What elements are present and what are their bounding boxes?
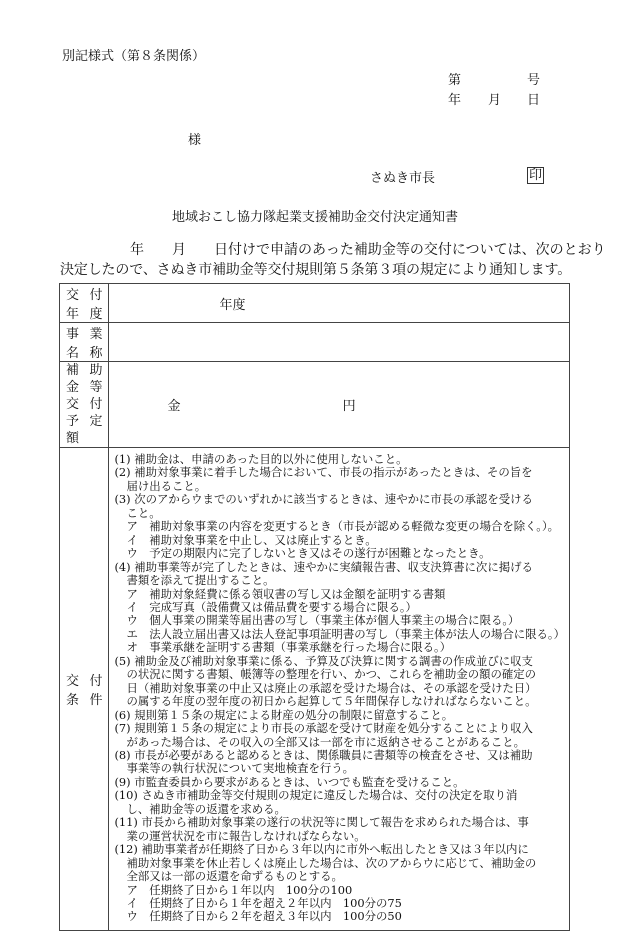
table-row-fiscal-year — [60, 284, 570, 323]
intro-line: 決定したので、さぬき市補助金等交付規則第５条第３項の規定により通知します。 — [60, 262, 572, 278]
condition-line: エ 法人設立届出書又は法人登記事項証明書の写し（事業主体が法人の場合に限る。） — [126, 626, 565, 641]
condition-line: イ 補助対象事業を中止し、又は廃止するとき。 — [126, 532, 377, 547]
number-suffix: 号 — [527, 73, 541, 88]
condition-line: ウ 任期終了日から２年を超え３年以内 100分の50 — [126, 909, 402, 924]
condition-line: 書類を添えて提出すること。 — [126, 573, 275, 588]
condition-line: イ 任期終了日から１年を超え２年以内 100分の75 — [126, 895, 402, 910]
conditions-list — [109, 448, 570, 931]
label-project-name: 事業名称 — [60, 323, 109, 362]
condition-line: イ 完成写真（設備費又は備品費を要する場合に限る。） — [126, 599, 417, 614]
condition-line: 日（補助対象事業の中止又は廃止の承認を受けた場合は、その承認を受けた日） — [126, 680, 537, 695]
condition-line: 補助対象事業を休止若しくは廃止した場合は、次のアからウに応じて、補助金の — [126, 855, 537, 870]
value-project-name — [109, 323, 570, 362]
condition-line: (9) 市監査委員から要求があるときは、いつでも監査を受けること。 — [114, 774, 465, 789]
condition-line: (3) 次のアからウまでのいずれかに該当するときは、速やかに市長の承認を受ける — [114, 492, 533, 507]
condition-line: (1) 補助金は、申請のあった目的以外に使用しないこと。 — [114, 452, 408, 466]
condition-line: こと。 — [126, 505, 161, 520]
label-amount-line1: 補助金等 — [66, 363, 103, 395]
amount-suffix: 円 — [342, 399, 356, 414]
condition-line: し、補助金等の返還を求める。 — [126, 801, 286, 816]
condition-line: オ 事業承継を証明する書類（事業承継を行った場合に限る。） — [126, 640, 452, 655]
intro-paragraph — [60, 240, 606, 280]
condition-line: ア 補助対象経費に係る領収書の写し又は金額を証明する書類 — [126, 586, 446, 601]
value-amount — [109, 362, 570, 448]
form-label: 別記様式（第８条関係） — [62, 49, 206, 64]
number-prefix: 第 — [448, 73, 462, 88]
label-amount-line2: 交付予定額 — [66, 397, 103, 446]
value-fiscal-year: 年度 — [109, 284, 570, 323]
condition-line: ウ 予定の期限内に完了しないとき又はその遂行が困難となったとき。 — [126, 546, 491, 561]
condition-line: 事業等の執行状況について実地検査を行う。 — [126, 761, 355, 776]
table-row-amount — [60, 362, 570, 448]
label-fiscal-year: 交付年度 — [60, 284, 109, 323]
condition-line: (7) 規則第１５条の規定により市長の承認を受けて財産を処分することにより収入 — [114, 721, 533, 736]
condition-line: があった場合は、その収入の全部又は一部を市に返納させることがあること。 — [126, 734, 526, 749]
document-title: 地域おこし協力隊起業支援補助金交付決定通知書 — [171, 210, 458, 225]
condition-line: 業の運営状況を市に報告しなければならない。 — [126, 828, 366, 843]
condition-line: の属する年度の翌年度の初日から起算して５年間保存しなければならないこと。 — [126, 694, 537, 709]
condition-line: (4) 補助事業等が完了したときは、速やかに実績報告書、収支決算書に次に掲げる — [114, 559, 533, 574]
table-row-conditions — [60, 448, 570, 931]
issuer: さぬき市長 — [370, 171, 436, 186]
condition-line: 全部又は一部の返還を命ずるものとする。 — [126, 869, 343, 884]
seal-mark: 印 — [529, 168, 543, 183]
condition-line: (5) 補助金及び補助対象事業に係る、予算及び決算に関する調書の作成並びに収支 — [114, 653, 533, 668]
condition-line: (12) 補助事業者が任期終了日から３年以内に市外へ転出したとき又は３年以内に — [114, 842, 529, 857]
addressee-suffix: 様 — [188, 133, 202, 148]
condition-line: (8) 市長が必要があると認めるときは、関係職員に書類等の検査をさせ、又は補助 — [114, 747, 533, 762]
table-row-project-name — [60, 323, 570, 362]
condition-line: (6) 規則第１５条の規定による財産の処分の制限に留意すること。 — [114, 707, 454, 722]
condition-line: (11) 市長から補助対象事業の遂行の状況等に関して報告を求められた場合は、事 — [114, 815, 529, 830]
date-day: 日 — [527, 93, 541, 108]
condition-line: ア 補助対象事業の内容を変更するとき（市長が認める軽微な変更の場合を除く。）。 — [126, 519, 560, 534]
amount-prefix: 金 — [167, 399, 181, 414]
date-year: 年 — [448, 93, 462, 108]
condition-line: ア 任期終了日から１年以内 100分の100 — [126, 882, 353, 897]
label-conditions: 交付条件 — [60, 448, 109, 931]
condition-line: (2) 補助対象事業に着手した場合において、市長の指示があったときは、その旨を — [114, 465, 533, 480]
decision-table — [59, 283, 570, 931]
condition-line: の状況に関する書類、帳簿等の整理を行い、かつ、これらを補助金の額の確定の — [126, 667, 537, 682]
intro-line: 年 月 日付けで申請のあった補助金等の交付については、次のとおり — [130, 242, 606, 258]
date-month: 月 — [488, 93, 502, 108]
condition-line: (10) さぬき市補助金等交付規則の規定に違反した場合は、交付の決定を取り消 — [114, 788, 518, 803]
label-amount — [60, 362, 109, 448]
condition-line: ウ 個人事業の開業等届出書の写し（事業主体が個人事業主の場合に限る。） — [126, 613, 520, 628]
condition-line: 届け出ること。 — [126, 478, 207, 493]
